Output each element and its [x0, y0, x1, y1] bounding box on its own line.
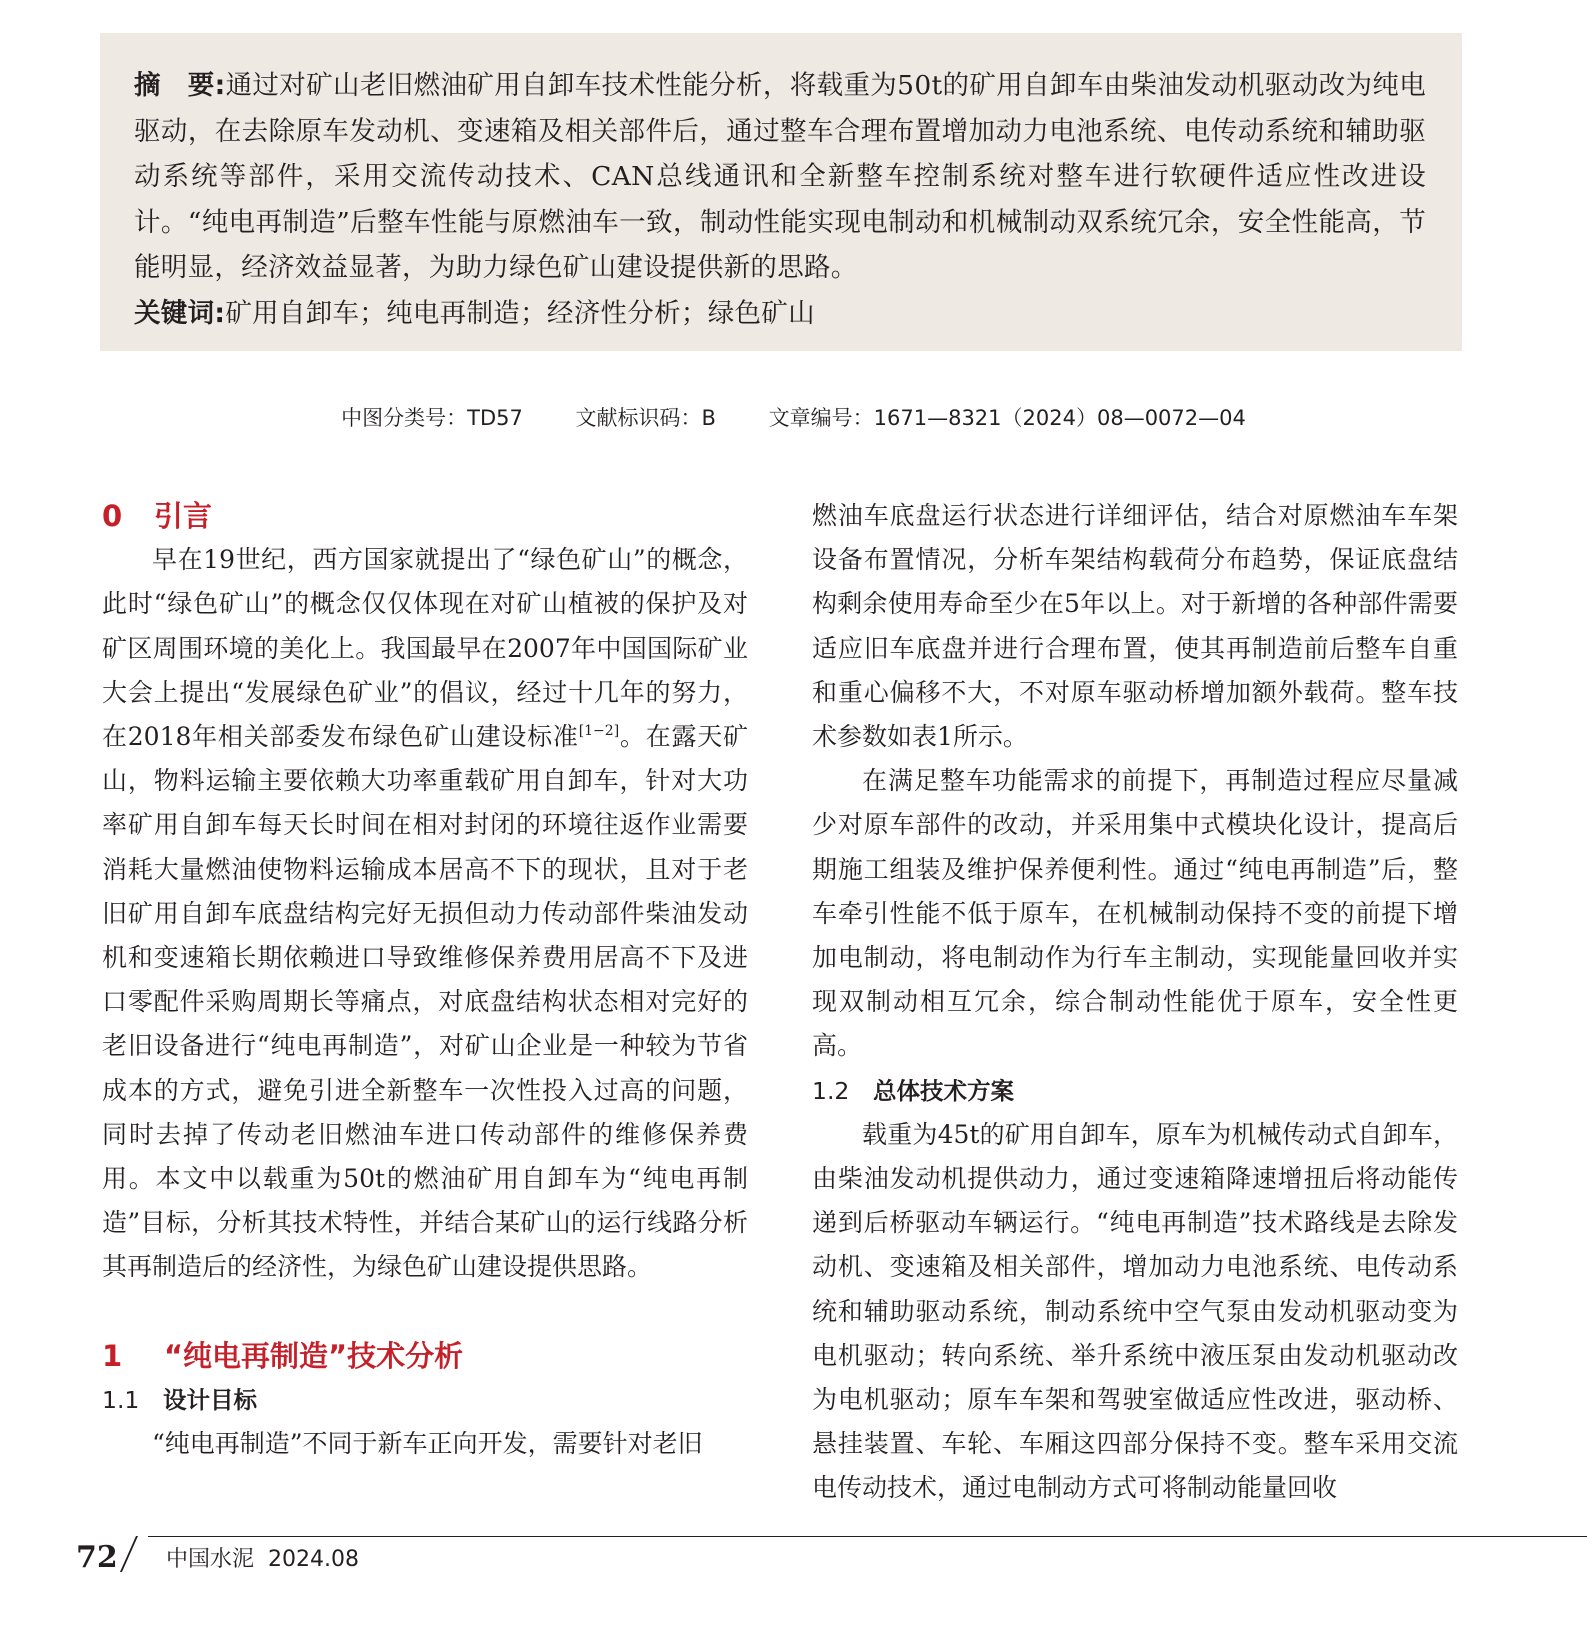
clc-number: 中图分类号：TD57 — [341, 406, 523, 430]
section-0-title: 引言 — [154, 499, 213, 533]
design-goal-paragraph-2: 在满足整车功能需求的前提下，再制造过程应尽量减少对原车部件的改动，并采用集中式模块化设计，提高后期施工组装及维护保养便利性。通过“纯电再制造”后，整车牵引性能不低于原车，在机械制动保持不变的前提下增加电制动，将电制动作为行车主制动，实现能量回收并实现双制动相互冗余，综合制动性能优于原车，安全性更高。 — [812, 766, 1458, 1061]
subsection-1-2-heading — [812, 1069, 1458, 1113]
section-1-title: “纯电再制造”技术分析 — [164, 1338, 464, 1373]
footer-slash — [120, 1536, 138, 1572]
subsection-1-2-title: 总体技术方案 — [873, 1076, 1014, 1105]
left-column — [102, 494, 748, 1466]
keywords-label: 关键词: — [134, 297, 226, 329]
intro-paragraph — [102, 538, 748, 1289]
journal-info — [166, 1542, 359, 1573]
subsection-1-1-number: 1.1 — [102, 1385, 140, 1414]
design-goal-paragraph-start: “纯电再制造”不同于新车正向开发，需要针对老旧 — [152, 1429, 703, 1459]
section-1-heading — [102, 1334, 748, 1378]
abstract-text: 通过对矿山老旧燃油矿用自卸车技术性能分析，将载重为50t的矿用自卸车由柴油发动机驱动改为纯电驱动，在去除原车发动机、变速箱及相关部件后，通过整车合理布置增加动力电池系统、电传动系统和辅助驱动系统等部件，采用交流传动技术、CAN总线通讯和全新整车控制系统对整车进行软硬件适应性改进设计。“纯电再制造”后整车性能与原燃油车一致，制动性能实现电制动和机械制动双系统冗余，安全性能高，节能明显，经济效益显著，为助力绿色矿山建设提供新的思路。 — [134, 70, 1426, 283]
classification-line — [0, 402, 1587, 432]
article-number: 文章编号：1671—8321（2024）08—0072—04 — [768, 406, 1246, 430]
journal-issue: 2024.08 — [268, 1547, 359, 1572]
right-column — [812, 494, 1458, 1511]
keywords-paragraph — [134, 291, 1426, 337]
intro-text-end: 。在露天矿山，物料运输主要依赖大功率重载矿用自卸车，针对大功率矿用自卸车每天长时间在相对封闭的环境往返作业需要消耗大量燃油使物料运输成本居高不下的现状，且对于老旧矿用自卸车底盘结构完好无损但动力传动部件柴油发动机和变速箱长期依赖进口导致维修保养费用居高不下及进口零配件采购周期长等痛点，对底盘结构状态相对完好的老旧设备进行“纯电再制造”，对矿山企业是一种较为节省成本的方式，避免引进全新整车一次性投入过高的问题，同时去掉了传动老旧燃油车进口传动部件的维修保养费用。本文中以载重为50t的燃油矿用自卸车为“纯电再制造”目标，分析其技术特性，并结合某矿山的运行线路分析其再制造后的经济性，为绿色矿山建设提供思路。 — [102, 722, 748, 1282]
journal-name: 中国水泥 — [166, 1547, 255, 1572]
section-1-number: 1 — [102, 1338, 123, 1373]
technical-scheme-paragraph: 载重为45t的矿用自卸车，原车为机械传动式自卸车，由柴油发动机提供动力，通过变速箱降速增扭后将动能传递到后桥驱动车辆运行。“纯电再制造”技术路线是去除发动机、变速箱及相关部件，增加动力电池系统、电传动系统和辅助驱动系统，制动系统中空气泵由发动机驱动变为电机驱动；转向系统、举升系统中液压泵由发动机驱动改为电机驱动；原车车架和驾驶室做适应性改进，驱动桥、悬挂装置、车轮、车厢这四部分保持不变。整车采用交流电传动技术，通过电制动方式可将制动能量回收 — [812, 1119, 1458, 1503]
design-goal-paragraph-cont: 燃油车底盘运行状态进行详细评估，结合对原燃油车车架设备布置情况，分析车架结构载荷分布趋势，保证底盘结构剩余使用寿命至少在5年以上。对于新增的各种部件需要适应旧车底盘并进行合理布置，使其再制造前后整车自重和重心偏移不大，不对原车驱动桥增加额外载荷。整车技术参数如表1所示。 — [812, 501, 1458, 752]
keywords-text: 矿用自卸车；纯电再制造；经济性分析；绿色矿山 — [225, 297, 815, 329]
page-number: 72 — [76, 1540, 118, 1575]
section-0-heading — [102, 494, 748, 538]
document-code: 文献标识码：B — [575, 406, 716, 430]
subsection-1-1-title: 设计目标 — [163, 1385, 257, 1414]
footer-rule — [148, 1536, 1587, 1537]
citation-ref: [1−2] — [578, 723, 620, 739]
section-0-number: 0 — [102, 499, 123, 533]
subsection-1-1-heading — [102, 1378, 748, 1422]
subsection-1-2-number: 1.2 — [812, 1076, 850, 1105]
intro-text: 早在19世纪，西方国家就提出了“绿色矿山”的概念，此时“绿色矿山”的概念仅仅体现在对矿山植被的保护及对矿区周围环境的美化上。我国最早在2007年中国国际矿业大会上提出“发展绿色矿业”的倡议，经过十几年的努力，在2018年相关部委发布绿色矿山建设标准 — [102, 545, 748, 751]
abstract-box — [100, 33, 1462, 351]
abstract-label: 摘 要: — [134, 70, 226, 101]
abstract-paragraph — [134, 63, 1426, 291]
